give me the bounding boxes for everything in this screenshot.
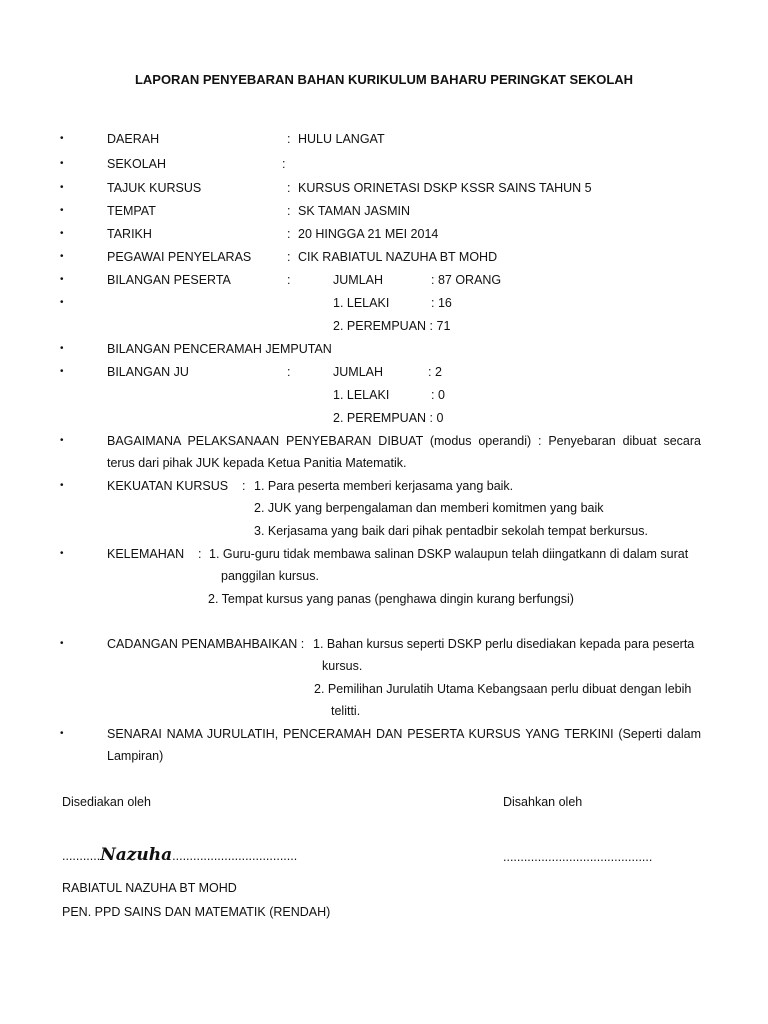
bullet: •	[60, 182, 64, 193]
peserta-perempuan: 2. PEREMPUAN : 71	[333, 319, 451, 333]
kekuatan-colon: :	[242, 479, 246, 493]
kekuatan-item-2: 2. JUK yang berpengalaman dan memberi komitmen yang baik	[254, 501, 604, 515]
preparer-name: RABIATUL NAZUHA BT MOHD	[62, 881, 237, 895]
bullet: •	[60, 366, 64, 377]
ju-jumlah-value: : 2	[428, 365, 442, 379]
bullet: •	[60, 297, 64, 308]
signature-line	[62, 845, 297, 866]
approval-signature-line: ...........................................	[503, 850, 653, 864]
ju-label: BILANGAN JU	[107, 365, 189, 379]
kekuatan-item-3: 3. Kerjasama yang baik dari pihak pentadbir sekolah tempat berkursus.	[254, 524, 648, 538]
preparer-position: PEN. PPD SAINS DAN MATEMATIK (RENDAH)	[62, 905, 331, 919]
bullet: •	[60, 133, 64, 144]
cadangan-item2-line2: telitti.	[331, 704, 361, 718]
pegawai-label: PEGAWAI PENYELARAS	[107, 250, 252, 264]
page-title: LAPORAN PENYEBARAN BAHAN KURIKULUM BAHARU PERINGKAT SEKOLAH	[134, 72, 634, 87]
pegawai-colon: :	[287, 250, 291, 264]
bullet: •	[60, 274, 64, 285]
ju-perempuan: 2. PEREMPUAN : 0	[333, 411, 444, 425]
cadangan-item2-line1: 2. Pemilihan Jurulatih Utama Kebangsaan perlu dibuat dengan lebih	[314, 682, 692, 696]
signature-dots-before: ...........	[62, 849, 101, 863]
daerah-value: HULU LANGAT	[298, 132, 385, 146]
ju-colon: :	[287, 365, 291, 379]
cadangan-item1-line2: kursus.	[322, 659, 363, 673]
signature-dots-after: ....................................	[172, 849, 298, 863]
pelaksanaan-line2: terus dari pihak JUK kepada Ketua Panitia Matematik.	[107, 456, 407, 470]
ju-lelaki-label: 1. LELAKI	[333, 388, 390, 402]
bullet: •	[60, 343, 64, 354]
bullet: •	[60, 158, 64, 169]
bullet: •	[60, 251, 64, 262]
bullet: •	[60, 228, 64, 239]
tarikh-value: 20 HINGGA 21 MEI 2014	[298, 227, 439, 241]
bullet: •	[60, 548, 64, 559]
approved-by-label: Disahkan oleh	[503, 795, 583, 809]
sekolah-label: SEKOLAH	[107, 157, 167, 171]
cadangan-item1-line1: 1. Bahan kursus seperti DSKP perlu disediakan kepada para peserta	[313, 637, 695, 651]
cadangan-label: CADANGAN PENAMBAHBAIKAN :	[107, 637, 305, 651]
ju-jumlah-label: JUMLAH	[333, 365, 384, 379]
peserta-colon: :	[287, 273, 291, 287]
kekuatan-item-1: 1. Para peserta memberi kerjasama yang baik.	[254, 479, 514, 493]
peserta-jumlah-label: JUMLAH	[333, 273, 384, 287]
senarai-line2: Lampiran)	[107, 749, 164, 763]
tarikh-label: TARIKH	[107, 227, 152, 241]
tarikh-colon: :	[287, 227, 291, 241]
tempat-label: TEMPAT	[107, 204, 156, 218]
peserta-lelaki-label: 1. LELAKI	[333, 296, 390, 310]
daerah-label: DAERAH	[107, 132, 160, 146]
peserta-jumlah-value: : 87 ORANG	[431, 273, 502, 287]
kelemahan-item2: 2. Tempat kursus yang panas (penghawa dingin kurang berfungsi)	[208, 592, 574, 606]
kelemahan-colon: :	[198, 547, 202, 561]
tajuk-colon: :	[287, 181, 291, 195]
prepared-by-label: Disediakan oleh	[62, 795, 151, 809]
handwritten-signature: Nazuha	[100, 845, 173, 865]
kelemahan-item1-line2: panggilan kursus.	[221, 569, 319, 583]
pegawai-value: CIK RABIATUL NAZUHA BT MOHD	[298, 250, 498, 264]
tajuk-value: KURSUS ORINETASI DSKP KSSR SAINS TAHUN 5	[298, 181, 592, 195]
kekuatan-label: KEKUATAN KURSUS	[107, 479, 229, 493]
bullet: •	[60, 205, 64, 216]
pelaksanaan-line1: BAGAIMANA PELAKSANAAN PENYEBARAN DIBUAT (modus operandi) : Penyebaran dibuat secara	[107, 434, 701, 448]
senarai-line1: SENARAI NAMA JURULATIH, PENCERAMAH DAN PESERTA KURSUS YANG TERKINI (Seperti dalam	[107, 727, 701, 741]
bullet: •	[60, 728, 64, 739]
tempat-colon: :	[287, 204, 291, 218]
peserta-lelaki-value: : 16	[431, 296, 452, 310]
tajuk-label: TAJUK KURSUS	[107, 181, 202, 195]
penceramah-label: BILANGAN PENCERAMAH JEMPUTAN	[107, 342, 332, 356]
bullet: •	[60, 435, 64, 446]
bullet: •	[60, 638, 64, 649]
ju-lelaki-value: : 0	[431, 388, 445, 402]
daerah-colon: :	[287, 132, 291, 146]
peserta-label: BILANGAN PESERTA	[107, 273, 231, 287]
kelemahan-label: KELEMAHAN	[107, 547, 185, 561]
bullet: •	[60, 480, 64, 491]
sekolah-colon: :	[282, 157, 286, 171]
tempat-value: SK TAMAN JASMIN	[298, 204, 411, 218]
kelemahan-item1-line1: 1. Guru-guru tidak membawa salinan DSKP walaupun telah diingatkann di dalam surat	[209, 547, 689, 561]
